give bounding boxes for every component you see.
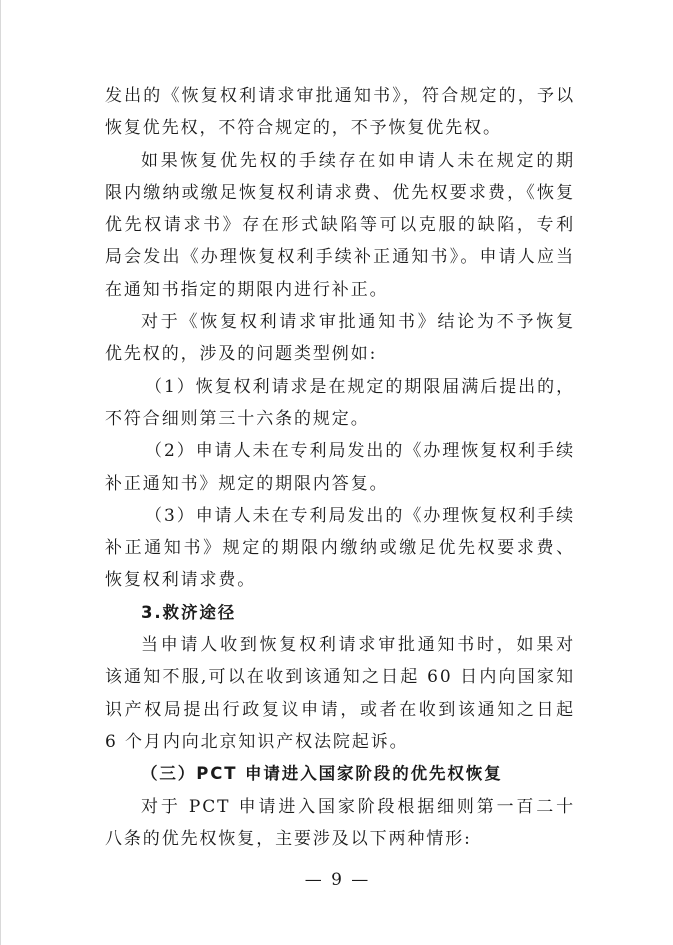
section-heading-pct: （三）PCT 申请进入国家阶段的优先权恢复 — [141, 764, 503, 784]
section-heading-remedy: 3.救济途径 — [141, 602, 237, 622]
paragraph-pct-intro: 对于 PCT 申请进入国家阶段根据细则第一百二十八条的优先权恢复，主要涉及以下两种情形: — [105, 796, 575, 849]
paragraph-remedy: 当申请人收到恢复权利请求审批通知书时，如果对该通知不服,可以在收到该通知之日起 60 日内向国家知识产权局提出行政复议申请，或者在收到该通知之日起 6 个月内向北京知识产权法院起诉。 — [105, 635, 575, 752]
paragraph-approval-result: 发出的《恢复权利请求审批通知书》，符合规定的，予以恢复优先权，不符合规定的，不予恢复优先权。 — [105, 86, 575, 139]
paragraph-refusal-intro: 对于《恢复权利请求审批通知书》结论为不予恢复优先权的，涉及的问题类型例如: — [105, 312, 575, 365]
list-item-3: （3）申请人未在专利局发出的《办理恢复权利手续补正通知书》规定的期限内缴纳或缴足优先权要求费、恢复权利请求费。 — [105, 505, 575, 591]
list-item-1: （1）恢复权利请求是在规定的期限届满后提出的，不符合细则第三十六条的规定。 — [105, 376, 575, 429]
list-item-2: （2）申请人未在专利局发出的《办理恢复权利手续补正通知书》规定的期限内答复。 — [105, 441, 575, 494]
document-body — [105, 80, 575, 855]
paragraph-correction-procedure: 如果恢复优先权的手续存在如申请人未在规定的期限内缴纳或缴足恢复权利请求费、优先权要求费，《恢复优先权请求书》存在形式缺陷等可以克服的缺陷，专利局会发出《办理恢复权利手续补正通知书》。申请人应当在通知书指定的期限内进行补正。 — [105, 150, 575, 300]
page-number: — 9 — — [304, 870, 371, 890]
